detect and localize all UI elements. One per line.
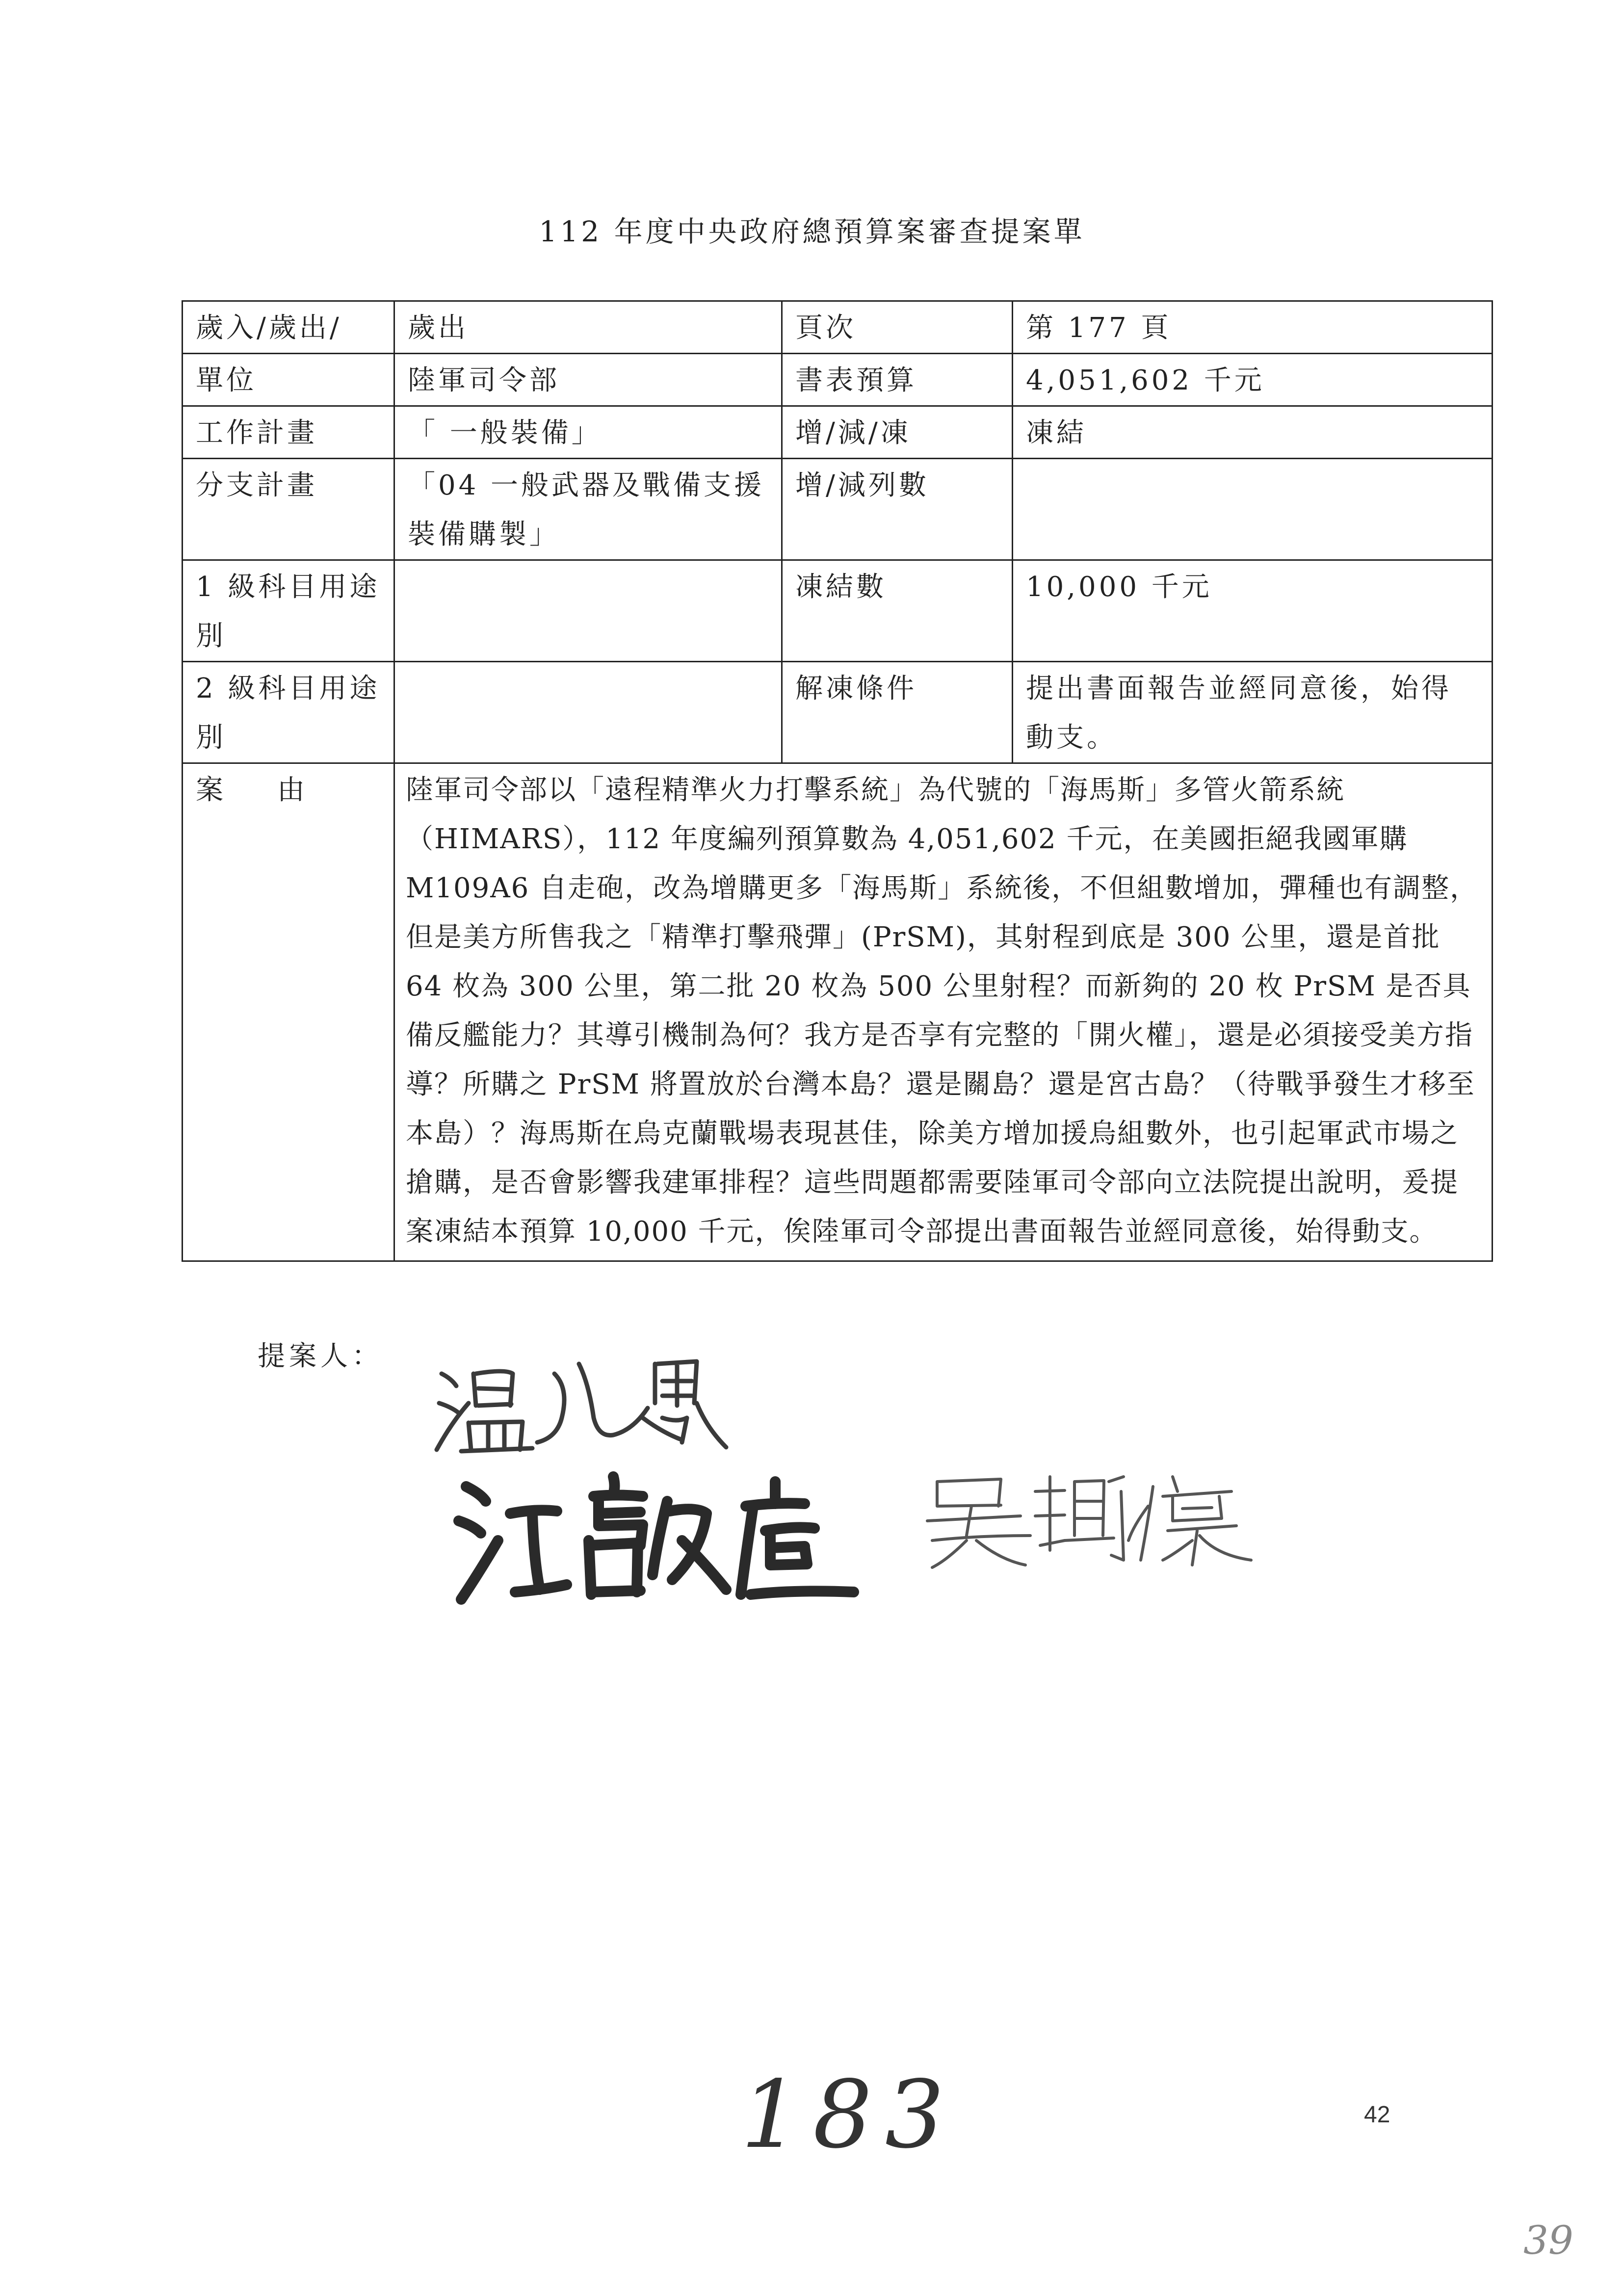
field-label: 頁次: [782, 301, 1013, 354]
field-value: 第 177 頁: [1013, 301, 1493, 354]
reason-text: 陸軍司令部以「遠程精準火力打擊系統」為代號的「海馬斯」多管火箭系統（HIMARS），112 年度編列預算數為 4,051,602 千元，在美國拒絕我國軍購 M109A6 自走砲，改為增購更多「海馬斯」系統後，不但組數增加，彈種也有調整，但是美方所售我之「精準打擊飛彈」(PrSM)，其射程到底是 300 公里，還是首批 64 枚為 300 公里，第二批 20 枚為 500 公里射程？而新夠的 20 枚 PrSM 是否具備反艦能力？其導引機制為何？我方是否享有完整的「開火權」，還是必須接受美方指導？所購之 PrSM 將置放於台灣本島？還是關島？還是宮古島？（待戰爭發生才移至本島）？海馬斯在烏克蘭戰場表現甚佳，除美方增加援烏組數外，也引起軍武市場之搶購，是否會影響我建軍排程？這些問題都需要陸軍司令部向立法院提出說明，爰提案凍結本預算 10,000 千元，俟陸軍司令部提出書面報告並經同意後，始得動支。: [394, 763, 1493, 1261]
margin-page-number: 39: [1523, 2218, 1573, 2263]
signature-2: [451, 1467, 903, 1609]
field-value: 4,051,602 千元: [1013, 354, 1493, 406]
field-value: 「04 一般武器及戰備支援裝備購製」: [394, 459, 782, 560]
field-value: 凍結: [1013, 406, 1493, 459]
field-label: 單位: [183, 354, 394, 406]
document-title: 112 年度中央政府總預算案審查提案單: [539, 215, 1085, 248]
table-row: [183, 354, 1493, 406]
field-value: 陸軍司令部: [394, 354, 782, 406]
field-label: 工作計畫: [183, 406, 394, 459]
field-value: 提出書面報告並經同意後，始得動支。: [1013, 662, 1493, 763]
field-label: 增/減/凍: [782, 406, 1013, 459]
field-value: [394, 662, 782, 763]
signature-3-name: [917, 1462, 1271, 1570]
field-label-reason: [183, 763, 394, 1261]
field-label: 解凍條件: [782, 662, 1013, 763]
field-label: 分支計畫: [183, 459, 394, 560]
field-label: 歲入/歲出/: [183, 301, 394, 354]
page-number: 42: [1364, 2102, 1390, 2128]
table-row: [183, 301, 1493, 354]
reason-label: 案由: [196, 774, 359, 806]
proposal-form-table: [182, 300, 1493, 1262]
proposer-label: 提案人：: [258, 1340, 383, 1372]
field-label: 凍結數: [782, 560, 1013, 662]
field-label: 2 級科目用途別: [183, 662, 394, 763]
table-row: [183, 459, 1493, 560]
table-row: [183, 560, 1493, 662]
field-value: 歲出: [394, 301, 782, 354]
field-value: [1013, 459, 1493, 560]
signature-1: [432, 1344, 736, 1457]
field-value: 10,000 千元: [1013, 560, 1493, 662]
field-label: 1 級科目用途別: [183, 560, 394, 662]
signature-1-name: [432, 1344, 736, 1457]
field-label: 增/減列數: [782, 459, 1013, 560]
table-row: [183, 662, 1493, 763]
field-label: 書表預算: [782, 354, 1013, 406]
signature-3: [917, 1462, 1271, 1570]
field-value: [394, 560, 782, 662]
signature-2-name: [451, 1467, 903, 1609]
field-value: 「 一般裝備」: [394, 406, 782, 459]
handwritten-page-number: 183: [741, 2061, 957, 2169]
table-row: [183, 406, 1493, 459]
table-row-reason: [183, 763, 1493, 1261]
